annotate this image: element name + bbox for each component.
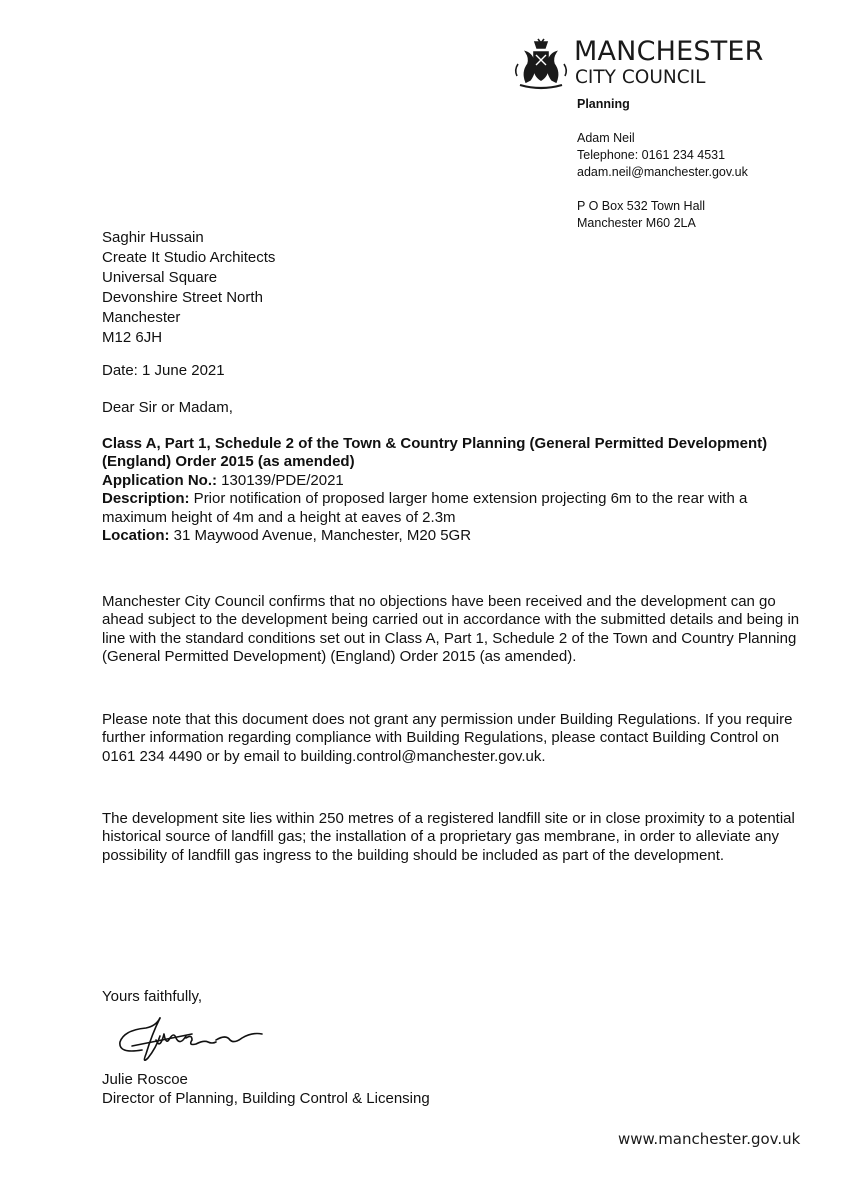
location-value: 31 Maywood Avenue, Manchester, M20 5GR bbox=[169, 527, 472, 545]
application-value: 130139/PDE/2021 bbox=[217, 471, 344, 489]
recipient-line: Create It Studio Architects bbox=[102, 249, 276, 266]
recipient-address bbox=[102, 228, 502, 348]
recipient-line: M12 6JH bbox=[102, 329, 163, 346]
sender-address-line-1: P O Box 532 Town Hall bbox=[577, 199, 706, 213]
subject-heading: Class A, Part 1, Schedule 2 of the Town & Country Planning (General Permitted Development) (England) Order 2015 (as amended) bbox=[102, 435, 768, 471]
application-number bbox=[102, 472, 802, 490]
application-label: Application No.: bbox=[102, 471, 217, 489]
logo-wordmark-city-council: CITY COUNCIL bbox=[575, 67, 706, 88]
sender-email: adam.neil@manchester.gov.uk bbox=[577, 165, 748, 179]
recipient-line: Devonshire Street North bbox=[102, 289, 263, 306]
logo-wordmark-manchester: MANCHESTER bbox=[574, 36, 764, 67]
recipient-line: Saghir Hussain bbox=[102, 229, 204, 246]
sender-details bbox=[577, 96, 837, 232]
signatory-name: Julie Roscoe bbox=[102, 1071, 188, 1088]
body-paragraph-1: Manchester City Council confirms that no objections have been received and the development can go ahead subject to the development being carried out in accordance with the submitted details and being in line with the standard conditions set out in Class A, Part 1, Schedule 2 of the Town and Country Planning (General Permitted Development) (England) Order 2015 (as amended). bbox=[102, 593, 800, 666]
salutation: Dear Sir or Madam, bbox=[102, 399, 233, 416]
description bbox=[102, 490, 802, 527]
letter-date: Date: 1 June 2021 bbox=[102, 362, 225, 379]
signatory-title: Director of Planning, Building Control & Licensing bbox=[102, 1090, 430, 1107]
subject-block bbox=[102, 435, 802, 545]
sender-department: Planning bbox=[577, 97, 630, 111]
location bbox=[102, 527, 802, 545]
signatory bbox=[102, 1070, 430, 1108]
body-paragraph-2: Please note that this document does not grant any permission under Building Regulations. If you require further information regarding compliance with Building Regulations, please contact Building Control on 0161 234 4490 or by email to building.control@manchester.gov.uk. bbox=[102, 711, 793, 765]
recipient-line: Manchester bbox=[102, 309, 181, 326]
handwritten-signature bbox=[112, 1010, 272, 1068]
recipient-line: Universal Square bbox=[102, 269, 218, 286]
location-label: Location: bbox=[102, 527, 170, 545]
sender-telephone: Telephone: 0161 234 4531 bbox=[577, 148, 726, 162]
sender-name: Adam Neil bbox=[577, 131, 635, 145]
closing: Yours faithfully, bbox=[102, 988, 203, 1005]
description-value: Prior notification of proposed larger home extension projecting 6m to the rear with a maximum height of 4m and a height at eaves of 2.3m bbox=[102, 490, 748, 526]
coat-of-arms-icon bbox=[512, 38, 570, 90]
footer-website-link[interactable]: www.manchester.gov.uk bbox=[618, 1130, 801, 1148]
body-paragraph-3: The development site lies within 250 metres of a registered landfill site or in close proximity to a potential historical source of landfill gas; the installation of a proprietary gas membrane, in order to alleviate any possibility of landfill gas ingress to the building should be included as part of the development. bbox=[102, 810, 795, 864]
sender-address-line-2: Manchester M60 2LA bbox=[577, 216, 696, 230]
description-label: Description: bbox=[102, 490, 190, 508]
